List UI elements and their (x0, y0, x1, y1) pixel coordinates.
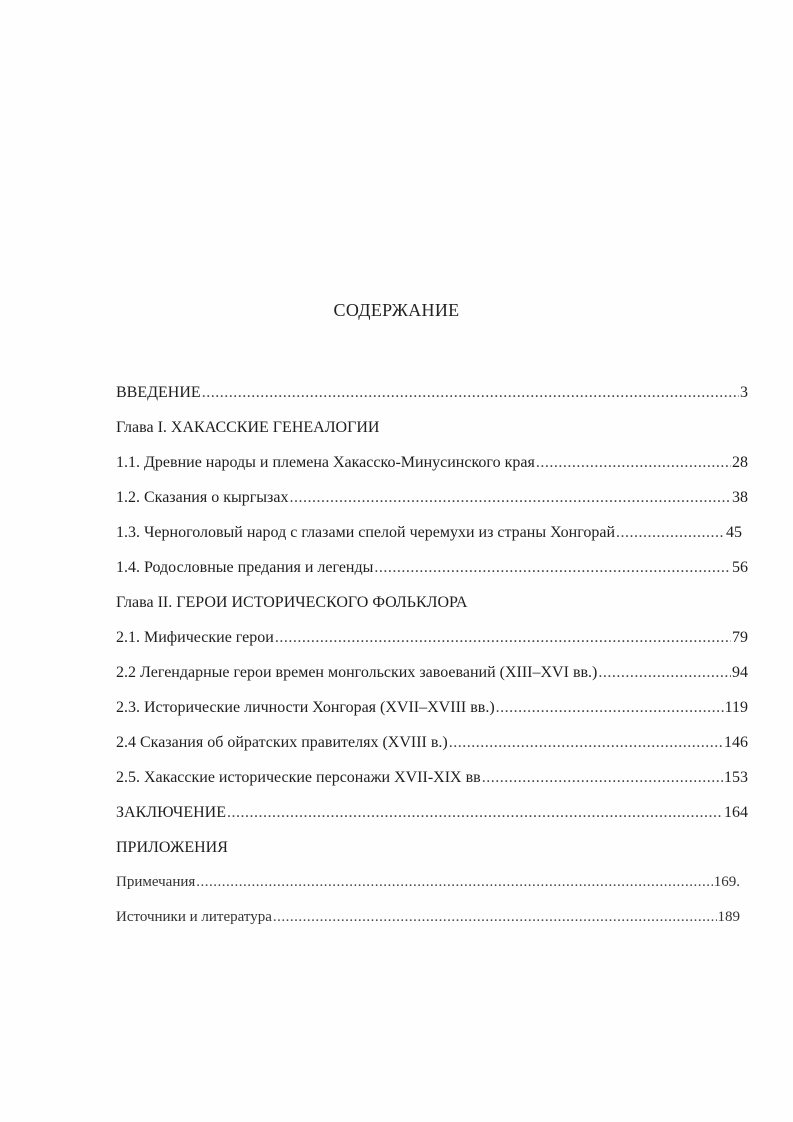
toc-chapter-1-heading (116, 419, 748, 454)
toc-entry-label: ЗАКЛЮЧЕНИЕ (116, 804, 226, 821)
dot-leader (273, 909, 717, 926)
dot-leader (482, 769, 723, 787)
dot-leader (196, 874, 712, 891)
toc-entry-page: 189 (717, 909, 740, 925)
toc-entry-page: 153 (724, 769, 748, 786)
dot-leader (616, 524, 725, 542)
toc-entry-1-4 (116, 559, 748, 594)
toc-entry-page: 45 (726, 524, 742, 541)
toc-entry-sources (116, 909, 748, 944)
toc-entry-2-5 (116, 769, 748, 804)
toc-chapter-2-heading (116, 594, 748, 629)
dot-leader (496, 699, 724, 717)
toc-entry-2-2 (116, 664, 748, 699)
toc-entry-label: Глава II. ГЕРОИ ИСТОРИЧЕСКОГО ФОЛЬКЛОРА (116, 594, 468, 611)
toc-entry-notes (116, 874, 748, 909)
toc-entry-1-1 (116, 454, 748, 489)
toc-entry-page: 56 (732, 559, 748, 576)
toc-appendices-heading (116, 839, 748, 874)
toc-entry-label: ПРИЛОЖЕНИЯ (116, 839, 228, 856)
toc-entry-page: 28 (732, 454, 748, 471)
toc-entry-page: 146 (724, 734, 748, 751)
toc-entry-label: 2.4 Сказания об ойратских правителях (XVIII в.) (116, 734, 448, 751)
toc-entry-label: 1.2. Сказания о кыргызах (116, 489, 289, 506)
toc-entry-1-2 (116, 489, 748, 524)
toc-entry-label: 2.1. Мифические герои (116, 629, 274, 646)
toc-entry-page: 164 (724, 804, 748, 821)
dot-leader (449, 734, 723, 752)
toc-entry-page: 79 (732, 629, 748, 646)
toc-entry-label: Глава I. ХАКАССКИЕ ГЕНЕАЛОГИИ (116, 419, 380, 436)
dot-leader (275, 629, 731, 647)
dot-leader (289, 489, 731, 507)
toc-entry-1-3 (116, 524, 748, 559)
toc-entry-label: ВВЕДЕНИЕ (116, 384, 201, 401)
dot-leader (536, 454, 731, 472)
toc-entry-page: 169. (713, 874, 740, 890)
toc-entry-label: Источники и литература (116, 909, 272, 925)
table-of-contents (116, 384, 748, 944)
toc-entry-page: 3 (740, 384, 748, 401)
toc-entry-2-3 (116, 699, 748, 734)
page-title: СОДЕРЖАНИЕ (333, 300, 460, 320)
toc-entry-label: 2.5. Хакасские исторические персонажи XVII-XIX вв (116, 769, 481, 786)
toc-entry-label: 1.4. Родословные предания и легенды (116, 559, 374, 576)
toc-entry-label: 1.1. Древние народы и племена Хакасско-Минусинского края (116, 454, 535, 471)
toc-entry-conclusion (116, 804, 748, 839)
toc-entry-label: 2.2 Легендарные герои времен монгольских завоеваний (XIII–XVI вв.) (116, 664, 598, 681)
toc-entry-label: Примечания (116, 874, 196, 890)
dot-leader (202, 384, 739, 402)
toc-entry-label: 2.3. Исторические личности Хонгорая (XVII–XVIII вв.) (116, 699, 495, 716)
dot-leader (598, 664, 731, 682)
dot-leader (374, 559, 731, 577)
toc-entry-2-4 (116, 734, 748, 769)
toc-entry-introduction (116, 384, 748, 419)
toc-entry-label: 1.3. Черноголовый народ с глазами спелой черемухи из страны Хонгорай (116, 524, 616, 541)
dot-leader (227, 804, 723, 822)
toc-entry-2-1 (116, 629, 748, 664)
toc-entry-page: 94 (732, 664, 748, 681)
toc-entry-page: 38 (732, 489, 748, 506)
toc-entry-page: 119 (724, 699, 748, 716)
